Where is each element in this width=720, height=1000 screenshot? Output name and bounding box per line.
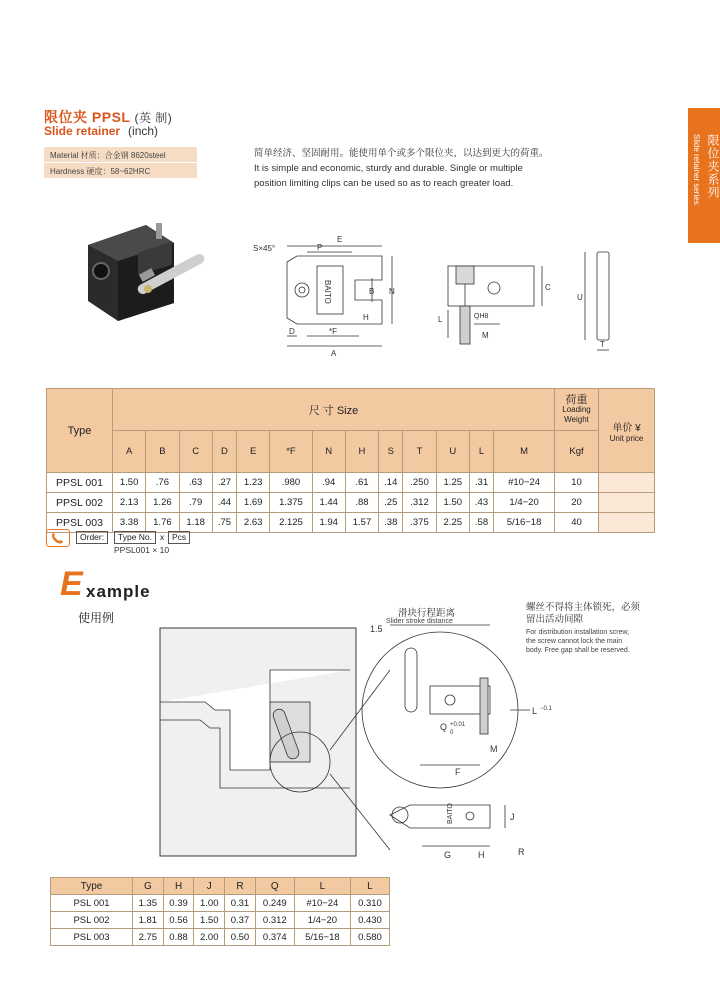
example-table-header: [51, 878, 390, 895]
value-cell: .76: [146, 473, 179, 493]
load-header: 荷重 Loading Weight: [555, 389, 599, 431]
value-cell: 0.580: [350, 929, 389, 946]
column-header: H: [345, 431, 378, 473]
value-cell: 0.374: [255, 929, 294, 946]
value-cell: 0.430: [350, 912, 389, 929]
screw-note-zh: 螺丝不得将主体锁死，必须 留出活动间隙: [526, 602, 641, 625]
dim-a-label: A: [331, 349, 337, 358]
dim-h-label: H: [478, 850, 485, 860]
type-cell: PSL 002: [51, 912, 133, 929]
load-cell: 20: [555, 493, 599, 513]
screw-note-en: For distribution installation screw, the screw cannot lock the main body. Free gap shall be reserved.: [526, 629, 630, 654]
price-cell: [599, 513, 655, 533]
column-header: A: [113, 431, 146, 473]
dim-q-tol: +0.01: [450, 722, 466, 728]
example-title: xample: [86, 582, 151, 601]
product-description: 简单经济、坚固耐用。能使用单个或多个限位夹，以达到更大的荷重。 It is simple and economic, sturdy and durable. Single or multiple position limiting clips can be used so as to reach greater load.: [254, 148, 549, 189]
column-header: L: [350, 878, 389, 895]
value-cell: 5/16−18: [294, 929, 350, 946]
type-cell: PPSL 003: [47, 513, 113, 533]
dim-qh8-label: QH8: [474, 313, 489, 320]
dim-r-label: R: [518, 847, 525, 857]
value-cell: 2.75: [133, 929, 164, 946]
dim-p-label: P: [317, 243, 323, 252]
column-header: N: [312, 431, 345, 473]
table-row: [47, 473, 655, 493]
order-pcs: Pcs: [168, 531, 190, 544]
value-cell: 1.44: [312, 493, 345, 513]
column-header: E: [237, 431, 270, 473]
order-example: PPSL001 × 10: [114, 545, 170, 555]
dim-n-label: N: [389, 287, 395, 296]
value-cell: 0.56: [163, 912, 194, 929]
top-view-drawing: [247, 228, 407, 360]
order-type-no: Type No.: [114, 531, 156, 544]
value-cell: 1.25: [436, 473, 469, 493]
value-cell: 1.57: [345, 513, 378, 533]
value-cell: 0.249: [255, 895, 294, 912]
value-cell: .58: [469, 513, 493, 533]
table-row: [51, 912, 390, 929]
side-tab-zh: 限位夹系列: [706, 134, 720, 199]
value-cell: 3.38: [113, 513, 146, 533]
dim-q-label: Q: [440, 722, 448, 732]
column-header: L: [294, 878, 350, 895]
table-row: [51, 929, 390, 946]
value-cell: .27: [212, 473, 236, 493]
type-cell: PSL 001: [51, 895, 133, 912]
dim-l-tol: −0.1: [540, 706, 552, 712]
value-cell: .250: [403, 473, 436, 493]
size-table: [46, 388, 655, 533]
value-cell: .38: [379, 513, 403, 533]
column-header: Type: [51, 878, 133, 895]
load-cell: 10: [555, 473, 599, 493]
value-cell: 0.31: [225, 895, 256, 912]
value-cell: .43: [469, 493, 493, 513]
value-cell: 2.63: [237, 513, 270, 533]
dim-m-label: M: [490, 744, 498, 754]
column-header: M: [494, 431, 555, 473]
value-cell: .980: [270, 473, 312, 493]
price-header: 单价 ¥ Unit price: [599, 389, 655, 473]
example-title-initial: E: [60, 565, 83, 603]
dim-t-label: T: [600, 340, 605, 349]
value-cell: .375: [403, 513, 436, 533]
value-cell: 0.310: [350, 895, 389, 912]
value-cell: .88: [345, 493, 378, 513]
value-cell: 1.69: [237, 493, 270, 513]
value-cell: 0.39: [163, 895, 194, 912]
dim-e-label: E: [337, 235, 343, 244]
type-cell: PSL 003: [51, 929, 133, 946]
value-cell: 1.50: [113, 473, 146, 493]
material-spec: Material 材质：合金钢 8620steel: [44, 147, 197, 162]
stroke-label-en: Slider stroke distance: [386, 618, 453, 625]
value-cell: .75: [212, 513, 236, 533]
dim-m-label: M: [482, 331, 489, 340]
dim-b-label: B: [369, 287, 375, 296]
value-cell: 2.125: [270, 513, 312, 533]
label-1-5: 1.5: [370, 624, 383, 634]
value-cell: 0.88: [163, 929, 194, 946]
pin-drawing: [575, 248, 620, 358]
brand-mark: BAITO: [447, 803, 454, 824]
column-header: S: [379, 431, 403, 473]
column-header: U: [436, 431, 469, 473]
value-cell: 1.94: [312, 513, 345, 533]
value-cell: 1.50: [436, 493, 469, 513]
dim-l-label: L: [438, 315, 443, 324]
column-header: B: [146, 431, 179, 473]
dim-c-label: C: [545, 283, 551, 292]
value-cell: .312: [403, 493, 436, 513]
column-header: L: [469, 431, 493, 473]
column-header: G: [133, 878, 164, 895]
dim-u-label: U: [577, 293, 583, 302]
value-cell: #10−24: [494, 473, 555, 493]
type-header: Type: [47, 389, 113, 473]
column-header-row: [47, 431, 655, 473]
value-cell: 1.81: [133, 912, 164, 929]
value-cell: .61: [345, 473, 378, 493]
column-header: J: [194, 878, 225, 895]
value-cell: 2.25: [436, 513, 469, 533]
value-cell: 0.37: [225, 912, 256, 929]
value-cell: .44: [212, 493, 236, 513]
side-view-drawing: [430, 258, 555, 358]
page-title-zh: 限位夹 PPSL (英 制): [44, 109, 173, 125]
column-header: Q: [255, 878, 294, 895]
side-category-tab: [688, 108, 720, 243]
size-header: 尺 寸 Size: [113, 389, 555, 431]
value-cell: 1/4−20: [494, 493, 555, 513]
column-header: H: [163, 878, 194, 895]
column-header: D: [212, 431, 236, 473]
type-cell: PPSL 001: [47, 473, 113, 493]
column-header: R: [225, 878, 256, 895]
dim-f-label: *F: [329, 327, 337, 336]
load-unit: Kgf: [555, 431, 599, 473]
value-cell: #10−24: [294, 895, 350, 912]
column-header: C: [179, 431, 212, 473]
value-cell: 1.375: [270, 493, 312, 513]
value-cell: .31: [469, 473, 493, 493]
phone-icon: [46, 529, 70, 547]
type-cell: PPSL 002: [47, 493, 113, 513]
value-cell: 0.50: [225, 929, 256, 946]
column-header: T: [403, 431, 436, 473]
price-cell: [599, 473, 655, 493]
value-cell: 1.50: [194, 912, 225, 929]
price-cell: [599, 493, 655, 513]
chamfer-label: S×45°: [253, 244, 276, 253]
table-row: [47, 493, 655, 513]
value-cell: 1.00: [194, 895, 225, 912]
stroke-label-zh: 滑块行程距离: [398, 608, 456, 619]
brand-mark: BAITO: [323, 280, 332, 304]
value-cell: 0.312: [255, 912, 294, 929]
dim-j-label: J: [510, 812, 515, 822]
example-table: [50, 877, 390, 946]
value-cell: .14: [379, 473, 403, 493]
value-cell: 1.23: [237, 473, 270, 493]
value-cell: 2.00: [194, 929, 225, 946]
dim-g-label: G: [444, 850, 452, 860]
value-cell: .94: [312, 473, 345, 493]
product-photo: [76, 213, 226, 323]
load-cell: 40: [555, 513, 599, 533]
value-cell: .63: [179, 473, 212, 493]
value-cell: 1/4−20: [294, 912, 350, 929]
dim-h-label: H: [363, 313, 369, 322]
value-cell: 2.13: [113, 493, 146, 513]
example-title-zh: 使用例: [78, 611, 115, 625]
dim-d-label: D: [289, 327, 295, 336]
page-title-en: Slide retainer (inch): [44, 124, 159, 138]
hardness-spec: Hardness 硬度：58~62HRC: [44, 163, 197, 178]
dim-q-tol2: 0: [450, 730, 454, 736]
dim-l-label: L: [532, 706, 538, 716]
value-cell: 1.18: [179, 513, 212, 533]
value-cell: 5/16−18: [494, 513, 555, 533]
order-label: Order:: [76, 531, 108, 544]
table-row: [51, 895, 390, 912]
value-cell: 1.76: [146, 513, 179, 533]
value-cell: 1.35: [133, 895, 164, 912]
value-cell: .79: [179, 493, 212, 513]
value-cell: .25: [379, 493, 403, 513]
column-header: *F: [270, 431, 312, 473]
table-row: [47, 513, 655, 533]
side-tab-en: Slide retainer series: [692, 134, 701, 205]
value-cell: 1.26: [146, 493, 179, 513]
order-x: x: [160, 532, 165, 542]
dim-f-label: F: [455, 767, 461, 777]
